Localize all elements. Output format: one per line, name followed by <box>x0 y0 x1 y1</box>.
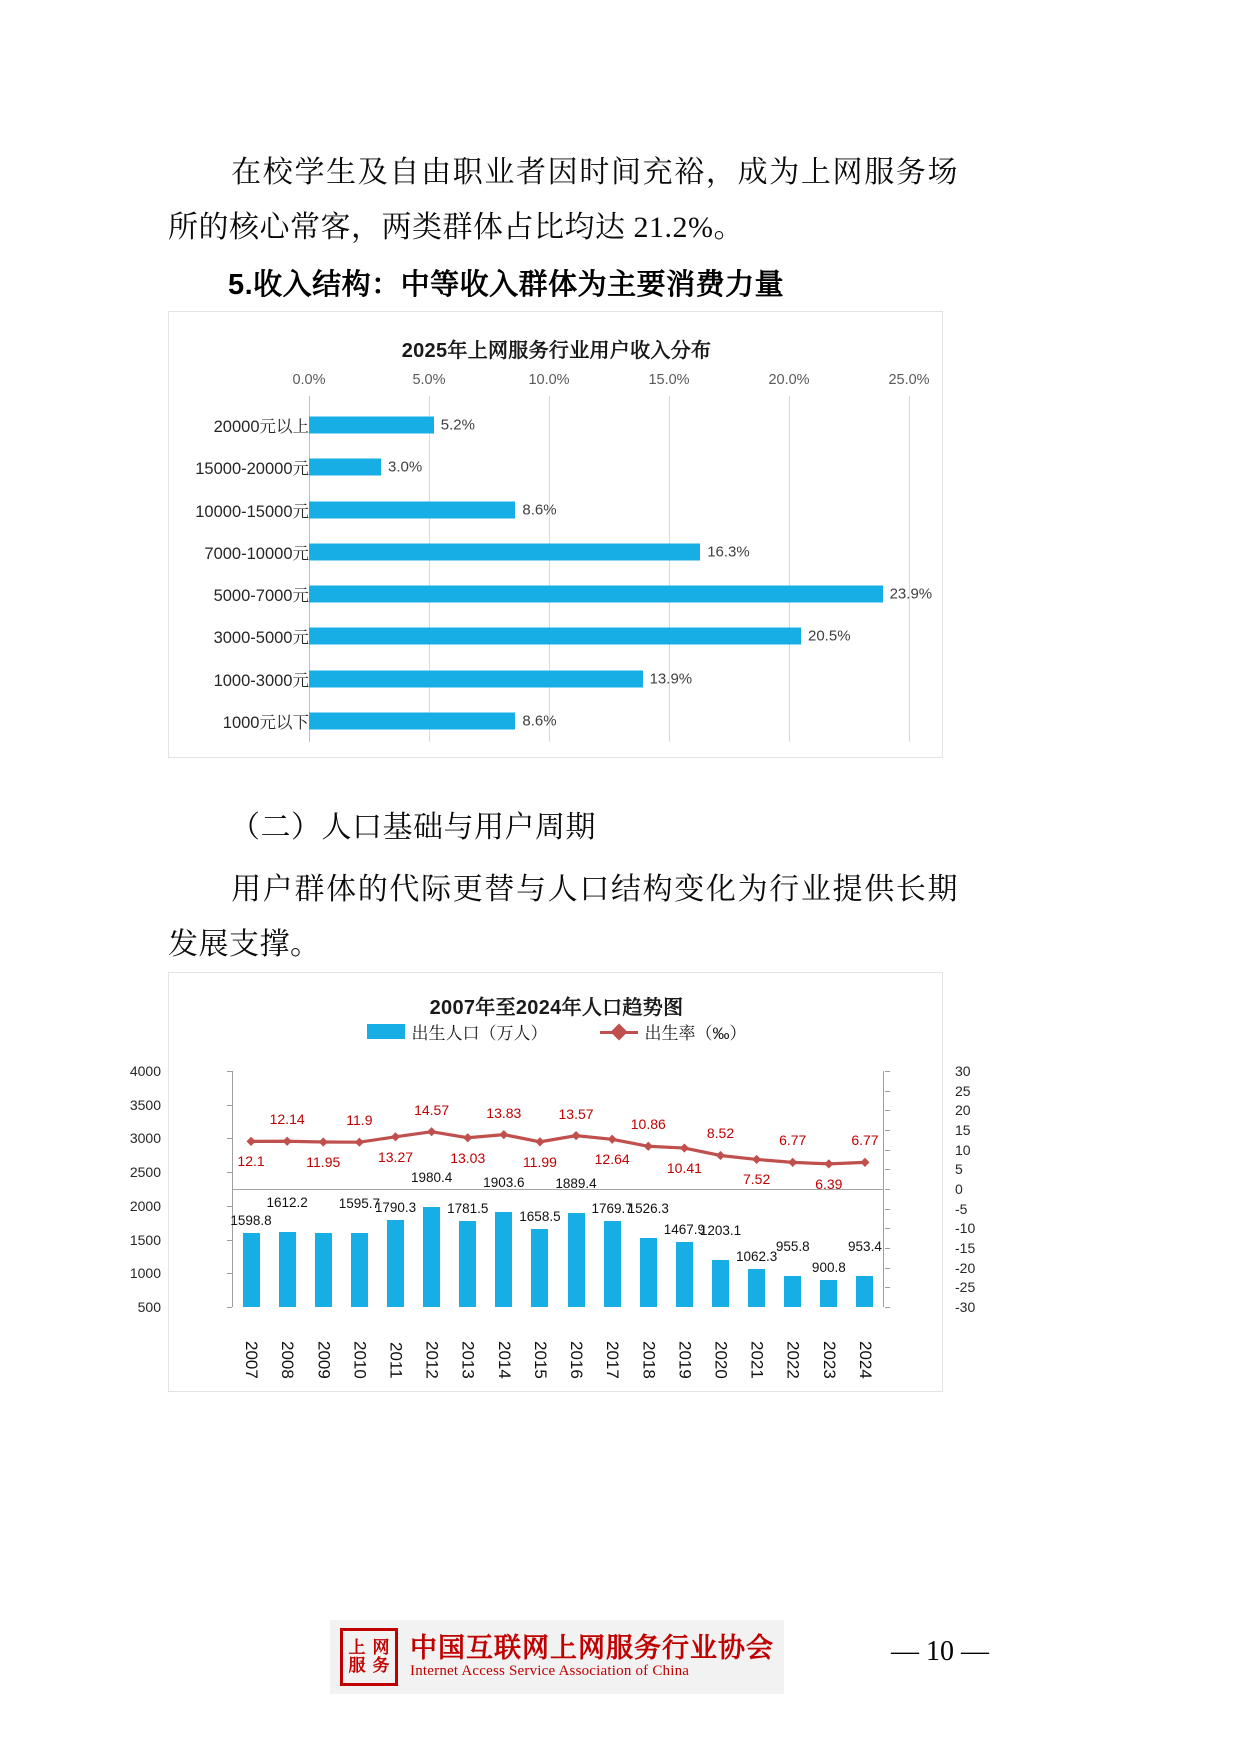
chart2-tickmark <box>227 1240 232 1241</box>
chart2-ytick-right: -15 <box>955 1240 976 1256</box>
chart2-tickmark-right <box>885 1150 890 1151</box>
paragraph-body-text: 用户群体的代际更替与人口结构变化为行业提供长期发展支撑。 <box>168 873 958 961</box>
chart2-xlabel: 2009 <box>314 1341 334 1379</box>
chart2-bar-label: 1595.7 <box>338 1196 381 1212</box>
chart2-ytick-right: 0 <box>955 1181 963 1197</box>
chart2-tickmark <box>227 1206 232 1207</box>
chart2-plot-area <box>129 1063 976 1315</box>
chart1-bar <box>309 712 515 729</box>
chart2-ytick-right: 15 <box>955 1122 971 1138</box>
association-name-cn: 中国互联网上网服务行业协会 <box>410 1632 774 1663</box>
chart2-xlabel: 2019 <box>675 1341 695 1379</box>
chart1-value-label: 5.2% <box>440 416 475 434</box>
chart2-xlabel: 2017 <box>603 1341 623 1379</box>
chart2-rate-label: 13.83 <box>486 1104 522 1121</box>
chart1-title: 2025年上网服务行业用户收入分布 <box>401 340 712 362</box>
chart2-xlabel: 2008 <box>278 1341 298 1379</box>
chart1-value-label: 3.0% <box>388 458 423 476</box>
chart2-tickmark-right <box>885 1071 890 1072</box>
chart1-category-label: 3000-5000元 <box>213 629 309 648</box>
chart1-value-label: 16.3% <box>707 543 750 561</box>
chart1-bar <box>309 586 883 603</box>
chart2-ytick-right: 25 <box>955 1082 971 1099</box>
chart2-bar-label: 1467.9 <box>663 1221 706 1237</box>
chart2-ytick-left: 500 <box>137 1299 161 1315</box>
chart2-rate-label: 13.03 <box>450 1149 486 1166</box>
chart1-xtick: 0.0% <box>292 372 326 388</box>
chart2-tickmark <box>227 1172 232 1173</box>
chart2-bar-label: 953.4 <box>848 1239 882 1255</box>
chart2-xlabel: 2024 <box>855 1341 875 1379</box>
chart2-xlabel: 2016 <box>567 1341 587 1379</box>
chart1-category-label: 15000-20000元 <box>195 460 309 479</box>
seal-icon <box>340 1628 398 1686</box>
chart2-bar-label: 1598.8 <box>230 1212 272 1228</box>
chart1-bar-row <box>169 446 944 488</box>
chart2-xlabel: 2018 <box>639 1341 659 1379</box>
chart2-xlabel: 2011 <box>386 1342 406 1379</box>
chart2-ytick-left: 1000 <box>129 1265 161 1282</box>
chart2-tickmark <box>227 1273 232 1274</box>
chart2-ytick-right: 10 <box>955 1141 971 1158</box>
chart2-xlabel: 2020 <box>711 1341 731 1379</box>
chart2-tickmark <box>227 1105 232 1106</box>
chart2-ytick-right: -30 <box>955 1299 976 1315</box>
chart2-bar-label: 1658.5 <box>519 1208 561 1224</box>
chart2-ytick-right: 20 <box>955 1102 971 1119</box>
chart1-bar <box>309 543 700 560</box>
association-logo <box>330 1620 784 1694</box>
chart2-ytick-left: 3000 <box>129 1130 161 1147</box>
chart1-category-label: 7000-10000元 <box>204 544 309 563</box>
chart2-bar-label: 955.8 <box>775 1239 810 1255</box>
chart1-bar <box>309 628 801 645</box>
chart2-tickmark-right <box>885 1169 890 1170</box>
chart1-value-label: 23.9% <box>889 585 933 603</box>
chart1-xtick: 10.0% <box>528 372 570 388</box>
chart1-xtick: 25.0% <box>888 372 930 388</box>
seal-char: 上 <box>348 1638 366 1658</box>
chart2-ytick-left: 2000 <box>129 1197 161 1214</box>
chart2-tickmark-right <box>885 1209 890 1210</box>
chart1-bar-row <box>169 658 944 700</box>
legend-item-births <box>367 1019 548 1044</box>
chart1-bar-row <box>169 489 944 531</box>
chart2-tickmark-right <box>885 1189 890 1190</box>
chart2-rate-label: 13.27 <box>377 1148 414 1165</box>
chart1-category-label: 1000元以下 <box>222 713 309 732</box>
chart2-ytick-left: 4000 <box>129 1063 161 1079</box>
chart2-rate-label: 10.41 <box>666 1160 702 1177</box>
chart2-tickmark-right <box>885 1268 890 1269</box>
chart2-rate-label: 6.77 <box>851 1132 879 1149</box>
chart2-tickmark-right <box>885 1248 890 1249</box>
chart2-rate-label: 11.9 <box>346 1112 373 1129</box>
chart2-bar-label: 1769.7 <box>591 1201 633 1217</box>
chart2-rate-label: 6.39 <box>815 1175 843 1192</box>
chart2-rate-label: 12.64 <box>594 1151 630 1168</box>
chart1-category-label: 1000-3000元 <box>213 671 309 690</box>
chart2-title: 2007年至2024年人口趋势图 <box>429 997 684 1019</box>
paragraph-intro <box>168 145 958 255</box>
page-footer <box>0 1620 1240 1710</box>
chart1-value-label: 8.6% <box>522 712 557 730</box>
seal-char: 务 <box>372 1656 390 1675</box>
seal-char: 服 <box>348 1656 366 1675</box>
chart2-xlabel: 2012 <box>422 1341 442 1379</box>
chart2-ytick-right: -25 <box>955 1279 976 1296</box>
chart1-bar-row <box>169 700 944 742</box>
paragraph-body <box>168 862 958 972</box>
chart2-tickmark-right <box>885 1091 890 1092</box>
chart1-bar-row <box>169 573 944 615</box>
chart2-ytick-right: -20 <box>955 1259 976 1276</box>
chart-income-distribution <box>168 311 943 758</box>
chart2-tickmark <box>227 1071 232 1072</box>
chart2-tickmark-right <box>885 1307 890 1308</box>
chart1-value-label: 13.9% <box>649 670 693 688</box>
association-name-en: Internet Access Service Association of China <box>410 1663 690 1680</box>
chart-population-trend <box>129 972 976 1392</box>
chart2-tickmark-right <box>885 1110 890 1111</box>
chart2-xlabel: 2023 <box>819 1341 839 1379</box>
legend-label-births: 出生人口（万人） <box>411 1024 548 1043</box>
chart2-rate-label: 13.57 <box>558 1105 594 1122</box>
chart2-xlabel: 2021 <box>747 1341 767 1379</box>
chart2-bar-label: 1781.5 <box>447 1200 489 1216</box>
chart2-rate-label: 11.95 <box>306 1153 341 1170</box>
chart2-bar-label: 1203.1 <box>699 1222 742 1238</box>
chart2-xlabel: 2010 <box>350 1341 370 1379</box>
chart2-rate-label: 12.14 <box>269 1111 305 1128</box>
chart2-xlabel: 2015 <box>530 1341 550 1379</box>
chart1-xtick: 15.0% <box>648 372 690 388</box>
chart2-bar-label: 1062.3 <box>735 1249 778 1265</box>
chart1-value-label: 8.6% <box>522 501 557 519</box>
legend-label-birthrate: 出生率（‰） <box>644 1024 747 1043</box>
chart1-category-label: 10000-15000元 <box>195 502 309 521</box>
chart2-ytick-left: 1500 <box>129 1231 161 1248</box>
chart2-ytick-left: 2500 <box>129 1164 161 1181</box>
chart2-ytick-right: 30 <box>955 1063 971 1079</box>
chart2-tickmark-right <box>885 1228 890 1229</box>
chart2-right-axis <box>883 1071 884 1307</box>
chart1-bar <box>309 459 381 476</box>
chart1-bar <box>309 670 643 687</box>
chart1-bar-row <box>169 615 944 657</box>
legend-line-swatch-icon <box>600 1025 638 1039</box>
chart2-rate-label: 10.86 <box>630 1116 666 1133</box>
chart2-rate-label: 7.52 <box>742 1171 771 1188</box>
chart2-rate-label: 14.57 <box>414 1101 450 1118</box>
chart1-x-axis-ticks <box>169 372 944 396</box>
chart1-xtick: 5.0% <box>412 372 446 388</box>
chart2-ytick-right: 5 <box>955 1161 963 1178</box>
chart2-xlabel: 2014 <box>494 1341 514 1379</box>
chart2-tickmark <box>227 1138 232 1139</box>
chart2-legend <box>169 1019 944 1044</box>
section-heading: 5.收入结构：中等收入群体为主要消费力量 <box>228 269 785 301</box>
chart2-rate-label: 12.1 <box>237 1153 265 1170</box>
paragraph-intro-text: 在校学生及自由职业者因时间充裕，成为上网服务场所的核心常客，两类群体占比均达 21.2%。 <box>168 156 958 244</box>
chart1-category-label: 5000-7000元 <box>213 587 309 606</box>
chart2-bar-label: 1790.3 <box>374 1199 417 1215</box>
chart2-rate-label: 8.52 <box>706 1125 735 1142</box>
chart2-rate-label: 6.77 <box>779 1132 807 1149</box>
chart1-bar-row <box>169 531 944 573</box>
paragraph-subsection: （二）人口基础与用户周期 <box>230 811 596 844</box>
chart2-bar-label: 1903.6 <box>483 1175 525 1191</box>
page-number: — 10 — <box>891 1636 989 1667</box>
seal-char: 网 <box>372 1638 390 1658</box>
chart2-xlabel: 2007 <box>242 1341 262 1379</box>
chart2-x-axis-labels <box>233 1311 883 1379</box>
legend-bar-swatch-icon <box>367 1024 405 1039</box>
chart2-bar-label: 1980.4 <box>410 1170 453 1186</box>
legend-item-birthrate <box>600 1019 747 1044</box>
chart2-bar-label: 1889.4 <box>555 1176 597 1192</box>
chart2-xlabel: 2022 <box>783 1341 803 1379</box>
chart2-bar-label: 1526.3 <box>627 1200 669 1216</box>
chart2-rate-label: 11.99 <box>522 1153 557 1170</box>
chart1-bar-row <box>169 404 944 446</box>
chart1-category-label: 20000元以上 <box>213 418 309 437</box>
chart1-xtick: 20.0% <box>768 372 810 388</box>
chart2-ytick-left: 3500 <box>129 1096 161 1113</box>
chart2-ytick-right: -10 <box>955 1220 976 1237</box>
chart2-tickmark-right <box>885 1130 890 1131</box>
chart2-tickmark <box>227 1307 232 1308</box>
chart2-bar-label: 900.8 <box>811 1259 846 1275</box>
chart2-xlabel: 2013 <box>458 1341 478 1379</box>
chart2-tickmark-right <box>885 1287 890 1288</box>
chart1-bars <box>169 404 944 742</box>
chart2-bar-label: 1612.2 <box>266 1195 308 1211</box>
chart1-value-label: 20.5% <box>808 627 851 645</box>
chart1-bar <box>309 501 515 518</box>
chart2-ytick-right: -5 <box>955 1200 968 1217</box>
chart1-bar <box>309 417 434 434</box>
